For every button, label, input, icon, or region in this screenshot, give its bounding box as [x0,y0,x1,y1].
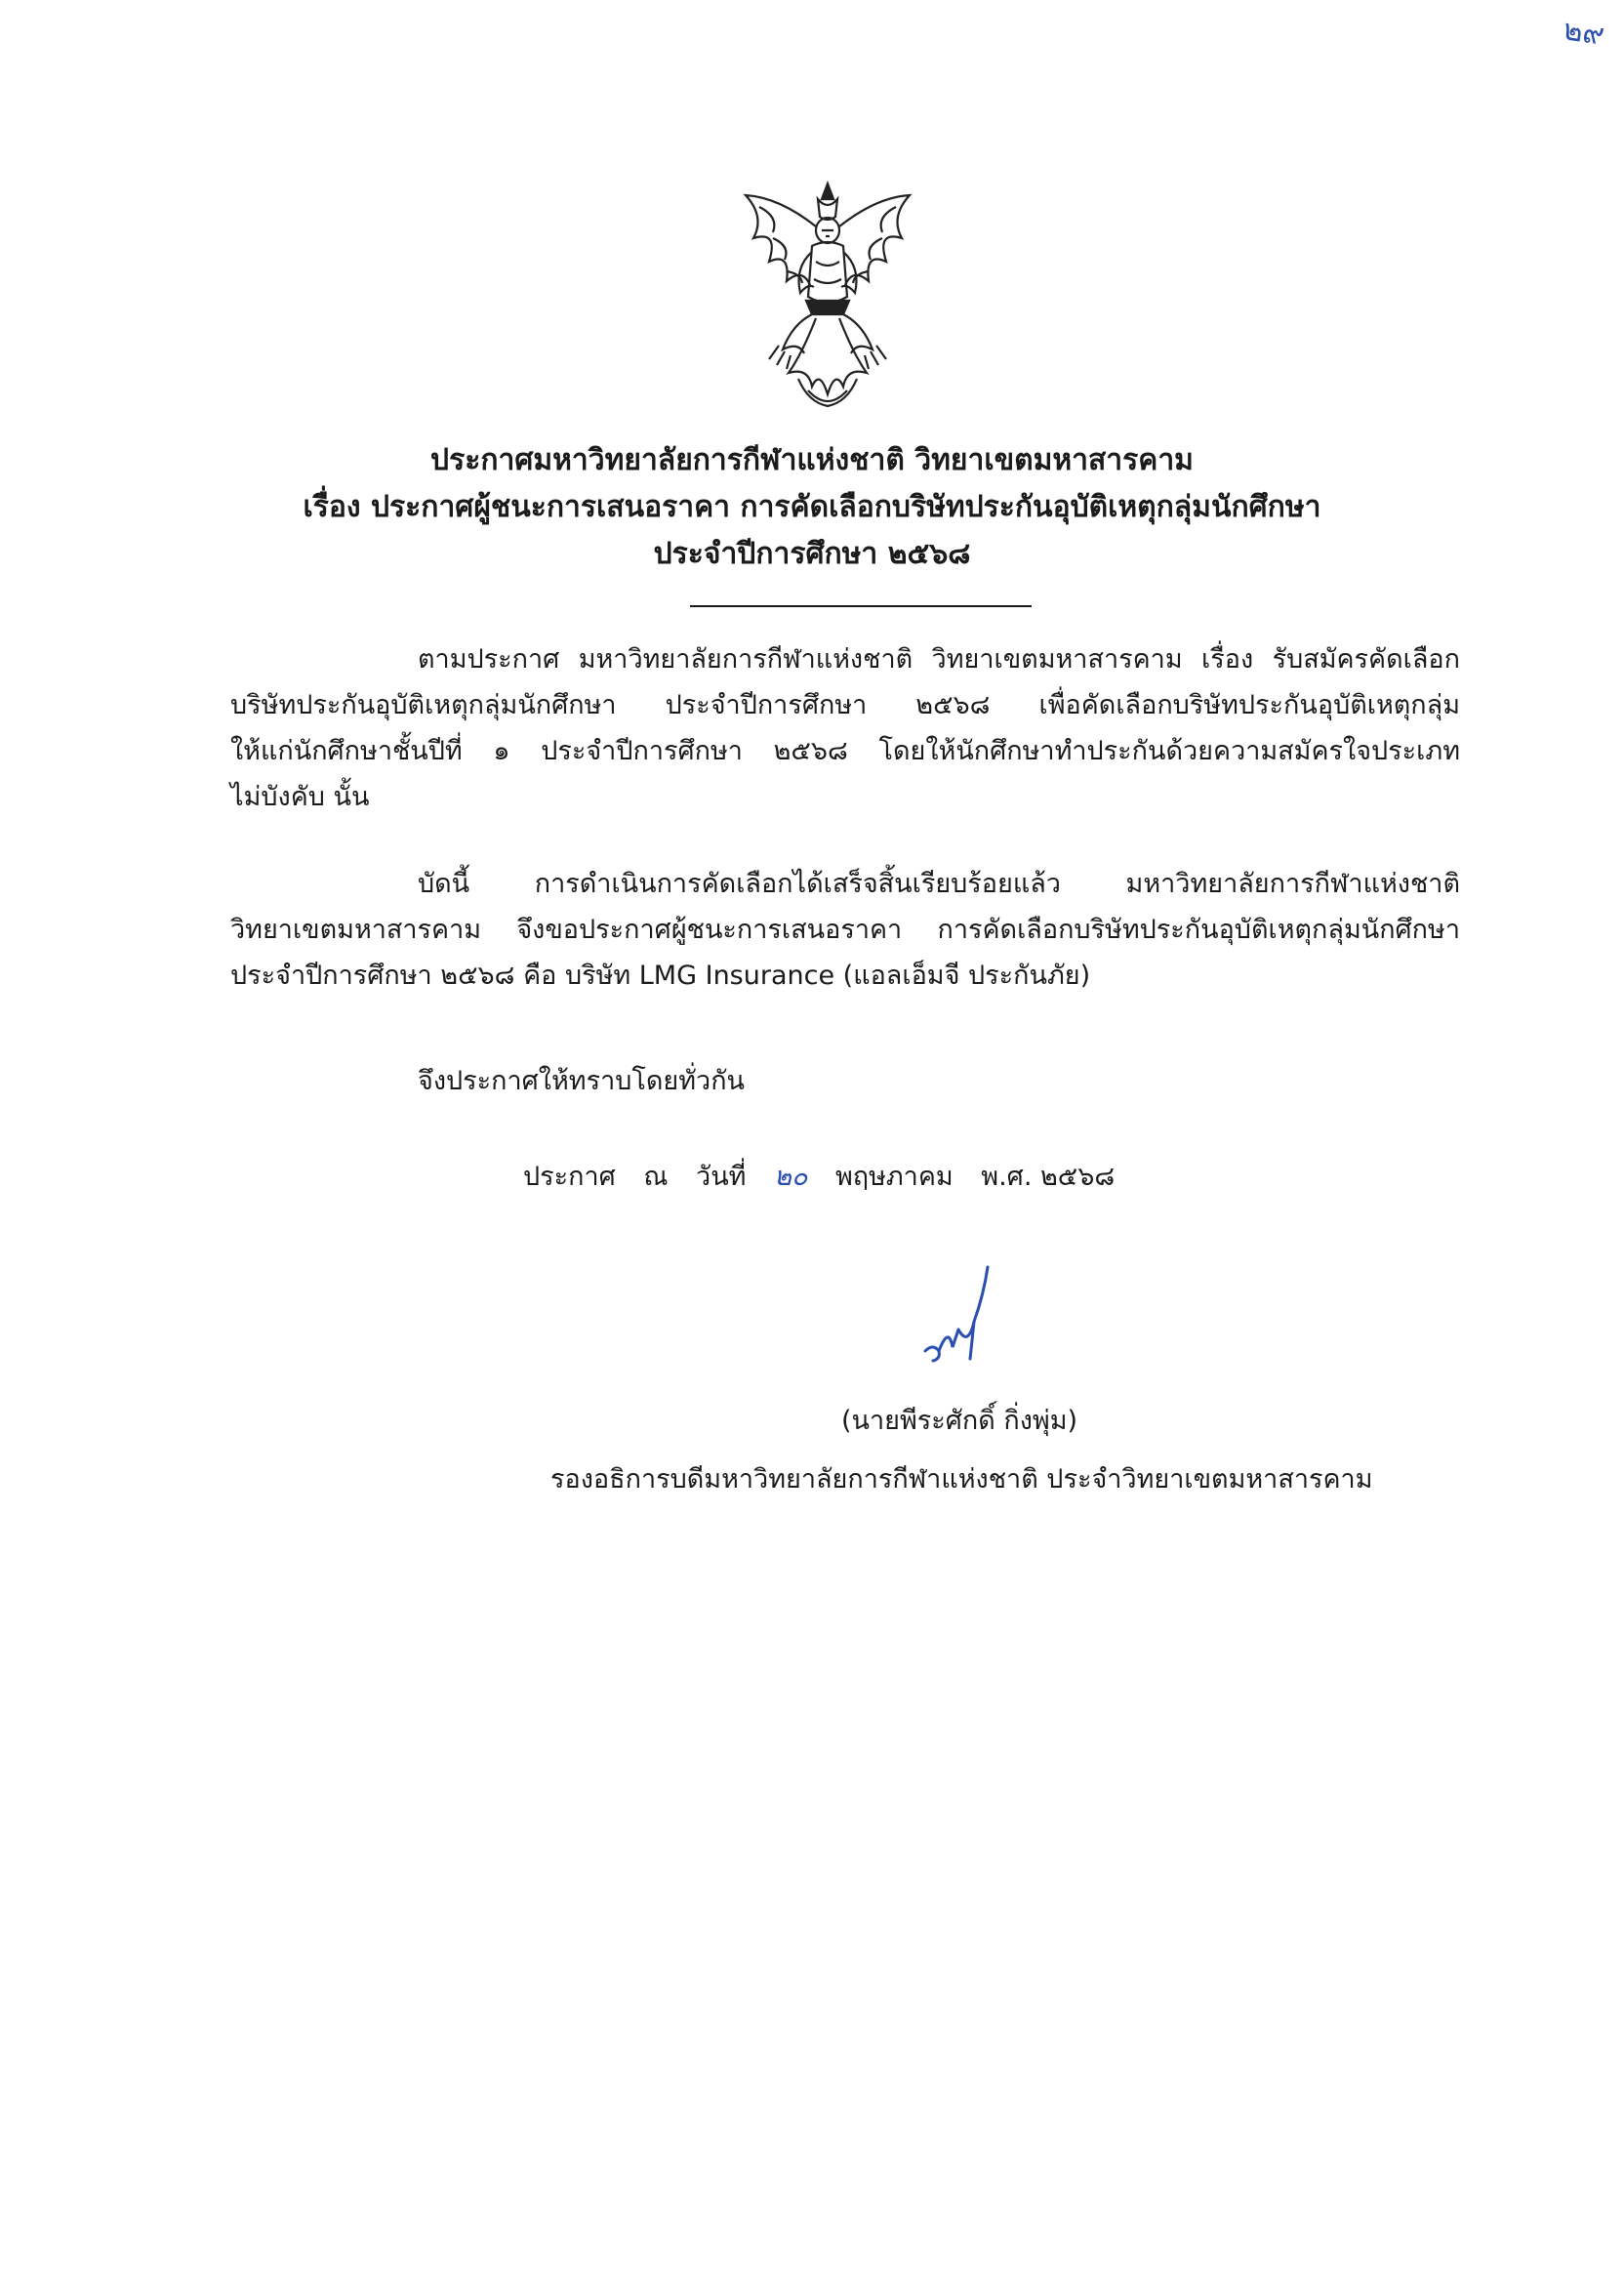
paragraph-line: ประจำปีการศึกษา ๒๕๖๘ คือ บริษัท LMG Insurance (แอลเอ็มจี ประกันภัย) [230,961,1091,991]
signer-title: รองอธิการบดีมหาวิทยาลัยการกีฬาแห่งชาติ ประจำวิทยาเขตมหาสารคาม [550,1464,1373,1495]
paragraph-line: บัดนี้ การดำเนินการคัดเลือกได้เสร็จสิ้นเรียบร้อยแล้ว มหาวิทยาลัยการกีฬาแห่งชาติ [418,869,1460,899]
body-paragraph-2 [230,861,1460,999]
date-day-label: วันที่ [696,1162,747,1192]
page-number: ๒๙ [1561,13,1606,53]
signer-name: (นายพีระศักดิ์ กิ่งพุ่ม) [841,1406,1078,1436]
title-underline [690,605,1032,607]
body-paragraph-1 [230,636,1460,820]
date-month: พฤษภาคม [834,1162,954,1192]
date-year: พ.ศ. ๒๕๖๘ [981,1162,1116,1192]
title-line-3: ประจำปีการศึกษา ๒๕๖๘ [653,537,971,571]
paragraph-line: ให้แก่นักศึกษาชั้นปีที่ ๑ ประจำปีการศึกษา ๒๕๖๘ โดยให้นักศึกษาทำประกันด้วยความสมัครใจประเภท [230,736,1460,766]
paragraph-line: ไม่บังคับ นั้น [230,782,370,812]
paragraph-line: ตามประกาศ มหาวิทยาลัยการกีฬาแห่งชาติ วิทยาเขตมหาสารคาม เรื่อง รับสมัครคัดเลือก [418,644,1460,675]
title-line-2: เรื่อง ประกาศผู้ชนะการเสนอราคา การคัดเลือกบริษัทประกันอุบัติเหตุกลุ่มนักศึกษา [303,490,1321,524]
announcement-date [523,1158,1134,1197]
handwritten-signature [919,1257,1017,1384]
paragraph-line: บริษัทประกันอุบัติเหตุกลุ่มนักศึกษา ประจำปีการศึกษา ๒๕๖๘ เพื่อคัดเลือกบริษัทประกันอุบัติเหตุกลุ่ม [230,690,1460,720]
closing-statement: จึงประกาศให้ทราบโดยทั่วกัน [418,1066,745,1096]
date-prefix: ประกาศ [523,1162,616,1192]
title-line-1: ประกาศมหาวิทยาลัยการกีฬาแห่งชาติ วิทยาเขตมหาสารคาม [430,443,1194,477]
paragraph-line: วิทยาเขตมหาสารคาม จึงขอประกาศผู้ชนะการเสนอราคา การคัดเลือกบริษัทประกันอุบัติเหตุกลุ่มนักศึกษา [230,915,1460,945]
garuda-emblem [740,178,915,412]
document-title [0,437,1624,578]
date-at: ณ [643,1162,669,1192]
date-day: ๒๐ [774,1162,808,1192]
